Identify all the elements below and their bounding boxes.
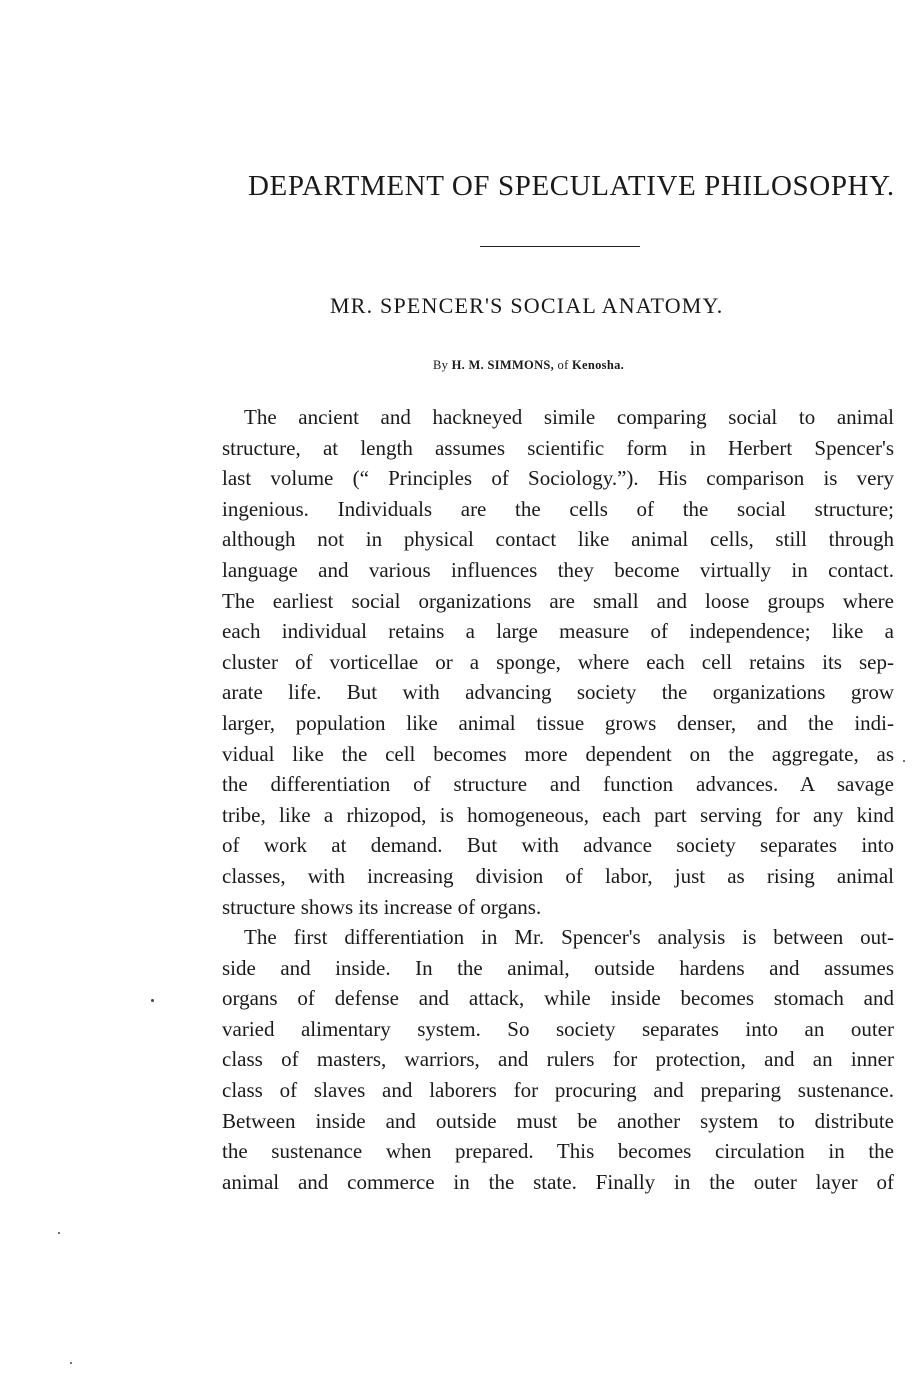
body-line: The first differentiation in Mr. Spencer's analysis is between out-	[244, 925, 894, 950]
body-line: The earliest social organizations are small and loose groups where	[222, 588, 894, 613]
body-line: structure shows its increase of organs.	[222, 894, 542, 919]
body-line: class of masters, warriors, and rulers for protection, and an inner	[222, 1047, 894, 1072]
body-line: arate life. But with advancing society the organizations grow	[222, 680, 894, 705]
body-line: class of slaves and laborers for procuring and preparing sustenance.	[222, 1078, 894, 1103]
article-body	[222, 402, 894, 1197]
body-line: the sustenance when prepared. This becomes circulation in the	[222, 1139, 894, 1164]
scan-speck	[58, 1232, 60, 1234]
article-title: MR. SPENCER'S SOCIAL ANATOMY.	[330, 293, 724, 318]
body-line: varied alimentary system. So society separates into an outer	[222, 1016, 894, 1041]
body-line: larger, population like animal tissue grows denser, and the indi-	[222, 710, 894, 735]
byline-prefix: By	[433, 358, 449, 372]
body-line: of work at demand. But with advance society separates into	[222, 833, 894, 858]
body-line: although not in physical contact like animal cells, still through	[222, 527, 894, 552]
body-line: last volume (“ Principles of Sociology.”). His comparison is very	[222, 466, 894, 491]
body-line: cluster of vorticellae or a sponge, where each cell retains its sep-	[222, 649, 894, 674]
byline-author: H. M. SIMMONS,	[451, 358, 555, 372]
body-line: side and inside. In the animal, outside hardens and assumes	[222, 955, 894, 980]
body-line: each individual retains a large measure of independence; like a	[222, 619, 894, 644]
body-line: structure, at length assumes scientific form in Herbert Spencer's	[222, 435, 894, 460]
body-line: language and various influences they become virtually in contact.	[222, 557, 894, 582]
byline	[433, 358, 624, 373]
body-line: vidual like the cell becomes more dependent on the aggregate, as	[222, 741, 894, 766]
department-title: DEPARTMENT OF SPECULATIVE PHILOSOPHY.	[248, 170, 895, 202]
byline-place: Kenosha.	[571, 358, 625, 372]
body-line: the differentiation of structure and function advances. A savage	[222, 772, 894, 797]
scan-speck	[903, 760, 905, 762]
byline-of: of	[557, 358, 569, 372]
title-divider	[480, 246, 640, 247]
body-line: Between inside and outside must be another system to distribute	[222, 1108, 894, 1133]
body-line: animal and commerce in the state. Finally in the outer layer of	[222, 1169, 894, 1194]
body-line: organs of defense and attack, while inside becomes stomach and	[222, 986, 894, 1011]
body-line: classes, with increasing division of labor, just as rising animal	[222, 863, 894, 888]
body-line: ingenious. Individuals are the cells of the social structure;	[222, 496, 894, 521]
scan-speck	[151, 999, 154, 1002]
body-line: The ancient and hackneyed simile comparing social to animal	[244, 405, 894, 429]
body-line: tribe, like a rhizopod, is homogeneous, each part serving for any kind	[222, 802, 894, 827]
scan-speck	[70, 1362, 72, 1364]
